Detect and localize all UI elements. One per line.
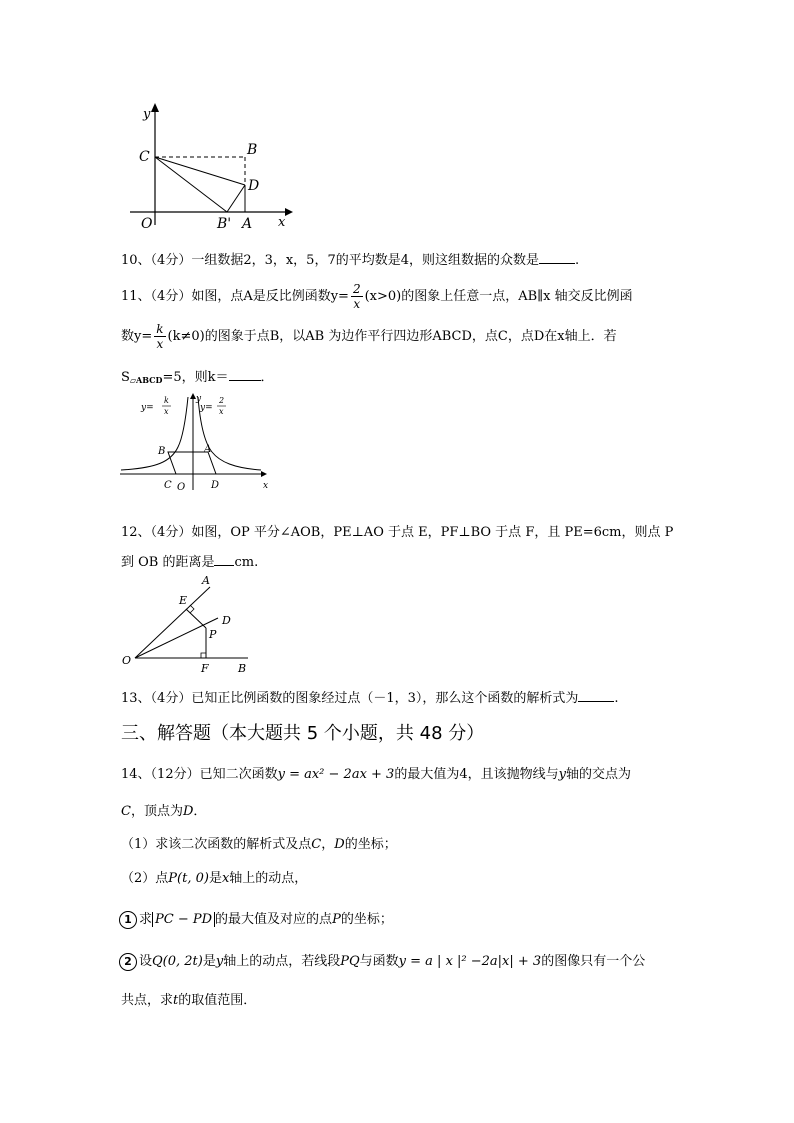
svg-text:C: C: [164, 480, 172, 491]
svg-text:y=: y=: [141, 403, 154, 413]
svg-text:2: 2: [219, 396, 225, 405]
question-14-part1: （1）求该二次函数的解析式及点C，D的坐标；: [121, 837, 397, 852]
q13-answer-blank[interactable]: [578, 701, 614, 702]
label-y: y: [143, 107, 151, 122]
svg-text:O: O: [122, 654, 132, 667]
question-14-sub2-line2: 共点，求t的取值范围．: [121, 993, 257, 1008]
svg-text:A: A: [204, 444, 212, 455]
label-x: x: [278, 215, 286, 230]
question-14-line2: C，顶点为D．: [121, 804, 207, 819]
svg-text:B: B: [238, 662, 247, 675]
svg-text:x: x: [164, 407, 169, 416]
question-11-line3: $S_{▱ABCD}=5$，则k＝ ．: [121, 370, 274, 385]
label-A: A: [242, 216, 253, 230]
question-11-line1: 11、（4分）如图，点A是反比例函数y= $\frac{2}{x}$ (x>0)的图象上任意一点，AB∥x 轴交反比例函: [121, 282, 633, 311]
svg-text:E: E: [179, 594, 188, 607]
question-10: 10、（4分）一组数据2，3，x，5，7的平均数是4，则这组数据的众数是 .: [121, 253, 580, 268]
svg-text:D: D: [222, 614, 231, 627]
fraction-2-over-x: $\frac{2}{x}$: [352, 282, 361, 311]
svg-text:A: A: [202, 574, 210, 587]
label-Bprime: B': [217, 216, 232, 230]
fraction-k-over-x: $\frac{k}{x}$: [156, 322, 164, 351]
figure-q9-diagram: [125, 100, 295, 230]
circled-number-1: 1: [119, 911, 137, 929]
svg-text:O: O: [177, 482, 186, 493]
q11-answer-blank[interactable]: [229, 380, 261, 381]
label-B: B: [247, 142, 258, 158]
svg-text:D: D: [211, 480, 220, 491]
svg-text:y: y: [196, 394, 202, 404]
svg-text:B: B: [158, 446, 166, 457]
question-14-sub1: 1 求 PC − PD 的最大值及对应的点P的坐标；: [119, 908, 393, 929]
question-14-line1: 14、（12分）已知二次函数y = ax² − 2ax + 3的最大值为4，且该抛物线与y轴的交点为: [121, 767, 631, 782]
section-3-heading: 三、解答题（本大题共 5 个小题，共 48 分）: [121, 723, 485, 744]
label-C: C: [139, 149, 150, 165]
svg-text:x: x: [263, 481, 269, 491]
question-14-sub2: 2 设Q(0, 2t)是y轴上的动点，若线段PQ与函数y = a | x |² −2a|x| + 3的图像只有一个公: [119, 950, 645, 971]
svg-text:y=: y=: [200, 403, 213, 413]
label-D: D: [248, 178, 260, 194]
svg-text:k: k: [164, 396, 169, 405]
svg-text:F: F: [201, 662, 209, 675]
q10-text: 10、（4分）一组数据2，3，x，5，7的平均数是4，则这组数据的众数是: [121, 253, 539, 268]
svg-text:P: P: [209, 628, 217, 641]
question-11-line2: 数y= $\frac{k}{x}$ (k≠0)的图象于点B，以AB 为边作平行四边形ABCD，点C，点D在x轴上．若: [121, 322, 617, 351]
question-12-line2: 到 OB 的距离是 cm.: [121, 555, 259, 570]
question-13: 13、（4分）已知正比例函数的图象经过点（－1，3），那么这个函数的解析式为 .: [121, 691, 619, 706]
figure-q12-diagram: [120, 572, 260, 676]
q12-answer-blank[interactable]: [214, 565, 234, 566]
q10-answer-blank[interactable]: [539, 263, 575, 264]
figure-q11-diagram: [116, 392, 276, 497]
circled-number-2: 2: [119, 953, 137, 971]
question-14-part2: （2）点P(t, 0)是x轴上的动点，: [121, 871, 308, 886]
label-O: O: [141, 216, 153, 230]
svg-text:x: x: [219, 407, 224, 416]
question-12-line1: 12、（4分）如图，OP 平分∠AOB，PE⊥AO 于点 E，PF⊥BO 于点 F，且 PE=6cm，则点 P: [121, 525, 674, 540]
